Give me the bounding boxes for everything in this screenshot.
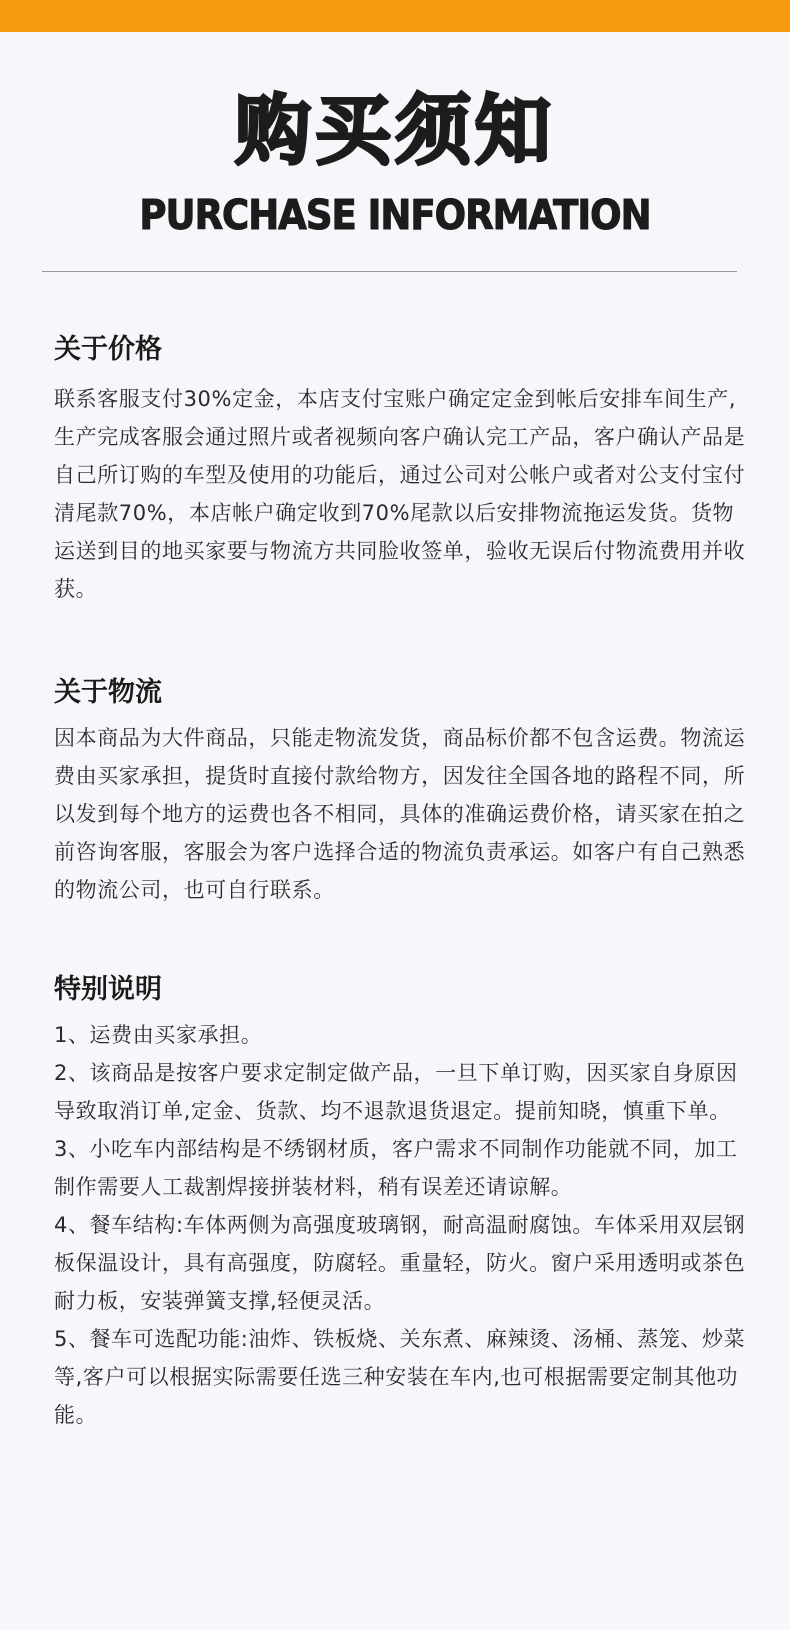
title-divider: [42, 271, 737, 272]
section-body-logistics: 因本商品为大件商品，只能走物流发货，商品标价都不包含运费。物流运费由买家承担，提货时直接付款给物方，因发往全国各地的路程不同，所以发到每个地方的运费也各不相同，具体的准确运费价格，请买家在拍之前咨询客服，客服会为客户选择合适的物流负责承运。如客户有自己熟悉的物流公司，也可自行联系。: [54, 726, 746, 902]
section-heading-logistics: 关于物流: [54, 677, 162, 708]
section-special: [54, 970, 754, 1434]
list-item: 3、小吃车内部结构是不绣钢材质，客户需求不同制作功能就不同，加工制作需要人工裁割焊接拼装材料，稍有误差还请谅解。: [54, 1137, 738, 1199]
list-item: 2、该商品是按客户要求定制定做产品，一旦下单订购，因买家自身原因导致取消订单,定金、货款、均不退款退货退定。提前知晓，慎重下单。: [54, 1061, 738, 1123]
section-heading-price: 关于价格: [54, 334, 162, 365]
list-item: 4、餐车结构:车体两侧为高强度玻璃钢，耐高温耐腐蚀。车体采用双层钢板保温设计，具有高强度，防腐轻。重量轻，防火。窗户采用透明或茶色耐力板，安装弹簧支撑,轻便灵活。: [54, 1213, 746, 1313]
page-subtitle: PURCHASE INFORMATION: [139, 191, 651, 240]
section-logistics: [54, 673, 754, 909]
page-title: 购买须知: [235, 86, 555, 175]
section-body-price: 联系客服支付30%定金，本店支付宝账户确定定金到帐后安排车间生产,生产完成客服会通过照片或者视频向客户确认完工产品，客户确认产品是自己所订购的车型及使用的功能后，通过公司对公帐户或者对公支付宝付清尾款70%，本店帐户确定收到70%尾款以后安排物流拖运发货。货物运送到目的地买家要与物流方共同脸收签单，验收无误后付物流费用并收获。: [54, 387, 746, 601]
section-price: [54, 330, 754, 608]
section-heading-special: 特别说明: [54, 974, 162, 1005]
list-item: 5、餐车可选配功能:油炸、铁板烧、关东煮、麻辣烫、汤桶、蒸笼、炒菜等,客户可以根据实际需要任选三种安装在车内,也可根据需要定制其他功能。: [54, 1327, 746, 1427]
list-item: 1、运费由买家承担。: [54, 1023, 263, 1047]
special-notes-list: [54, 1016, 754, 1434]
top-accent-bar: [0, 0, 790, 32]
